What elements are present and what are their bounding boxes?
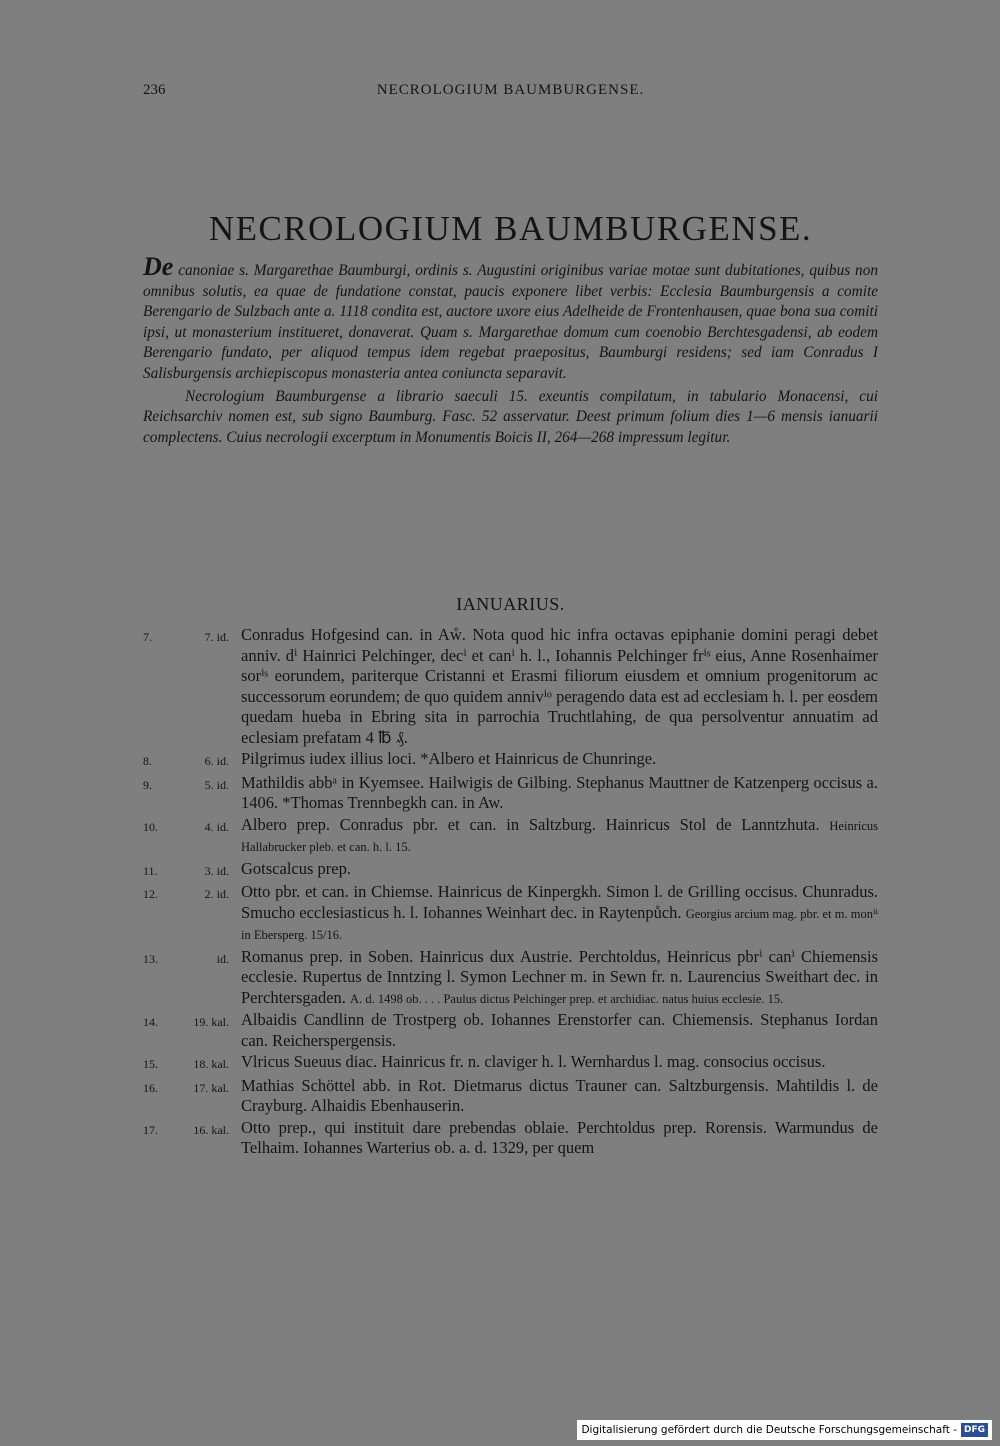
entry-day: 16. — [143, 1080, 158, 1095]
page-title: NECROLOGIUM BAUMBURGENSE. — [208, 209, 813, 249]
entry-calendar-date: 3. id. — [204, 863, 229, 878]
entry-day: 10. — [143, 819, 158, 834]
entry-day: 11. — [143, 863, 158, 878]
entry-text — [241, 1010, 878, 1051]
entry-text — [241, 947, 878, 1010]
intro-paragraph-1-text: canoniae s. Margarethae Baumburgi, ordinis s. Augustini originibus variae motae sunt dubitationes, quibus non omnibus solutis, ea quae de fundatione constat, paucis exponere libet verbis: Ecclesia Baumburgensis a comite Berengario de Sulzbach ante a. 1118 condita est, auctore uxore eius Adelheide de Frontenhausen, quae bona sua comiti ipsi, ut monasterium institueret, donaverat. Quam s. Margarethae domum cum coenobio Berchtesgadensi, ab eodem Berengario fundato, per aliquod tempus idem regebat praepositus, Baumburgi residens; sed iam Conradus I Salisburgensis archiepiscopus monasteria antea coniuncta separavit. — [143, 262, 878, 382]
entry — [143, 882, 878, 946]
intro-paragraph-2: Necrologium Baumburgense a librario saeculi 15. exeuntis compilatum, in tabulario Monacensi, cui Reichsarchiv nomen est, sub signo Baumburg. Fasc. 52 asservatur. Deest primum folium dies 1—6 mensis ianuarii complectens. Cuius necrologii excerptum in Monumentis Boicis II, 264—268 impressum legitur. — [143, 387, 878, 446]
entry-main-text: Otto prep., qui instituit dare prebendas oblaie. Perchtoldus prep. Rorensis. Warmundus de Telhaim. Iohannes Warterius ob. a. d. 1329, per quem — [241, 1117, 878, 1157]
necrology-entries — [143, 625, 878, 1160]
entry-calendar-date: id. — [216, 951, 229, 966]
entry-main-text: Mathias Schöttel abb. in Rot. Dietmarus dictus Trauner can. Saltzburgensis. Mahtildis l. de Crayburg. Alhaidis Ebenhauserin. — [241, 1075, 878, 1115]
entry-day: 8. — [143, 754, 152, 768]
entry-text — [241, 1118, 878, 1159]
running-head — [143, 82, 878, 102]
entry — [143, 1118, 878, 1159]
entry-text — [241, 749, 878, 772]
entry-main-text: Albero prep. Conradus pbr. et can. in Saltzburg. Hainricus Stol de Lanntzhuta. — [241, 814, 820, 834]
entry — [143, 1052, 878, 1075]
entry-main-text: Vlricus Sueuus diac. Hainricus fr. n. claviger h. l. Wernhardus l. mag. consocius occisus. — [241, 1052, 826, 1071]
entry-later-addition: Georgius arcium mag. pbr. et m. monⁱⁱ in Ebersperg. 15/16. — [241, 906, 879, 942]
entry-day: 15. — [143, 1057, 158, 1071]
entry — [143, 947, 878, 1010]
dfg-logo: DFG — [961, 1423, 988, 1437]
entry-day: 9. — [143, 777, 152, 792]
entry-main-text: Romanus prep. in Soben. Hainricus dux Austrie. Perchtoldus, Heinricus pbrⁱ canⁱ Chiemensis ecclesie. Rupertus de Inntzing l. Symon Lechner m. in Sewn fr. n. Laurencius Sweithart dec. in Perchtersgaden. — [241, 946, 878, 1007]
entry-calendar-date: 7. id. — [204, 630, 229, 644]
entry — [143, 773, 878, 814]
month-heading: IANUARIUS. — [456, 594, 565, 614]
entry — [143, 1010, 878, 1051]
entry — [143, 625, 878, 748]
entry-later-addition: A. d. 1498 ob. . . . Paulus dictus Pelchinger prep. et archidiac. natus huius ecclesie. 15. — [350, 991, 784, 1006]
initial-letter: De — [143, 252, 174, 281]
entry-calendar-date: 17. kal. — [193, 1080, 229, 1095]
entry-main-text: Pilgrimus iudex illius loci. *Albero et Hainricus de Chunringe. — [241, 749, 657, 768]
entry-text — [241, 882, 878, 946]
entry-day: 13. — [143, 951, 158, 966]
funding-footer — [577, 1420, 992, 1440]
entry-calendar-date: 16. kal. — [193, 1122, 229, 1137]
entry-main-text: Gotscalcus prep. — [241, 858, 351, 878]
entry-text — [241, 625, 878, 748]
entry — [143, 859, 878, 882]
entry-main-text: Otto pbr. et can. in Chiemse. Hainricus de Kinpergkh. Simon l. de Grilling occisus. Chunradus. Smucho ecclesiasticus h. l. Iohannes Weinhart dec. in Raytenpůch. — [241, 882, 878, 922]
running-title: NECROLOGIUM BAUMBURGENSE. — [376, 82, 645, 98]
entry-day: 7. — [143, 630, 152, 644]
introduction — [143, 252, 878, 448]
entry-day: 14. — [143, 1015, 158, 1029]
entry-text — [241, 1052, 878, 1075]
entry-text — [241, 859, 878, 882]
entry-text — [241, 773, 878, 814]
entry — [143, 1076, 878, 1117]
entry-calendar-date: 18. kal. — [193, 1057, 229, 1071]
entry-day: 12. — [143, 887, 158, 901]
entry-text — [241, 815, 878, 858]
entry-calendar-date: 19. kal. — [193, 1015, 229, 1029]
entry-main-text: Conradus Hofgesind can. in Aẘ. Nota quod hic infra octavas epiphanie domini peragi debet anniv. dⁱ Hainrici Pelchinger, decⁱ et canⁱ h. l., Iohannis Pelchinger frⁱˢ eius, Anne Rosenhaimer sorⁱˢ eorundem, pariterque Cristanni et Erasmi filiorum eiusdem et omnium progenitorum ac successorum eorundem; de quo quidem annivⁱᵒ peragendo data est ad ecclesiam h. l. per eosdem quedam hueba in Ebring sita in parrochia Truchtlahing, de qua persolventur annuatim ad eclesiam prefatam 4 ℔ ₰. — [241, 625, 878, 747]
entry — [143, 749, 878, 772]
footer-text: Digitalisierung gefördert durch die Deutsche Forschungsgemeinschaft - — [581, 1424, 957, 1436]
entry-calendar-date: 5. id. — [204, 777, 229, 792]
entry-calendar-date: 2. id. — [204, 887, 229, 901]
entry-text — [241, 1076, 878, 1117]
entry — [143, 815, 878, 858]
entry-calendar-date: 4. id. — [204, 819, 229, 834]
entry-later-addition: Heinricus Hallabrucker pleb. et can. h. l. 15. — [241, 818, 878, 854]
intro-paragraph-1 — [143, 252, 878, 385]
entry-day: 17. — [143, 1122, 158, 1137]
entry-calendar-date: 6. id. — [204, 754, 229, 768]
entry-main-text: Albaidis Candlinn de Trostperg ob. Iohannes Erenstorfer can. Chiemensis. Stephanus Iordan can. Reicherspergensis. — [241, 1010, 878, 1050]
entry-main-text: Mathildis abbᵃ in Kyemsee. Hailwigis de Gilbing. Stephanus Mauttner de Katzenperg occisus a. 1406. *Thomas Trennbegkh can. in Aw. — [241, 772, 878, 812]
page-number: 236 — [143, 82, 166, 98]
